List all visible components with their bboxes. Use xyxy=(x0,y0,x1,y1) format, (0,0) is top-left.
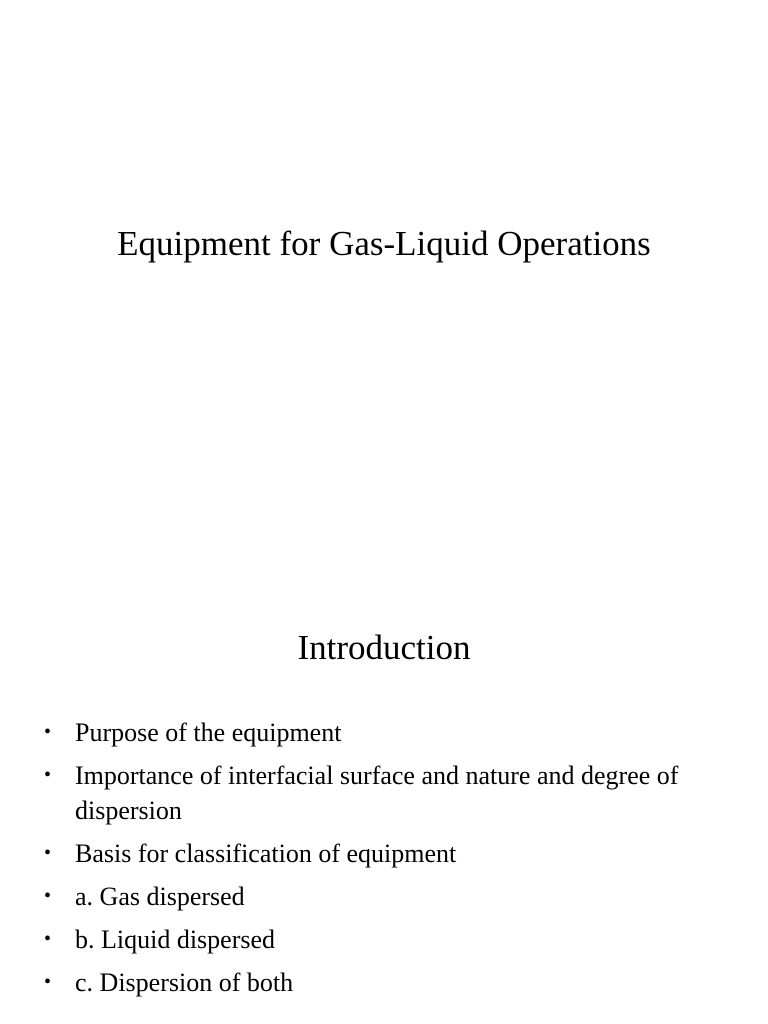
slide-title-heading: Equipment for Gas-Liquid Operations xyxy=(117,224,651,263)
bullet-dot-icon: • xyxy=(44,842,52,864)
bullet-item xyxy=(0,922,768,957)
bullet-list xyxy=(0,715,768,1008)
slide-introduction xyxy=(0,512,768,1024)
bullet-dot-icon: • xyxy=(44,885,52,907)
bullet-item xyxy=(0,758,768,828)
bullet-item xyxy=(0,965,768,1000)
bullet-item xyxy=(0,836,768,871)
bullet-item xyxy=(0,715,768,750)
bullet-text: a. Gas dispersed xyxy=(75,882,245,911)
bullet-text: Basis for classification of equipment xyxy=(75,839,457,868)
bullet-dot-icon: • xyxy=(44,928,52,950)
introduction-heading: Introduction xyxy=(297,628,471,667)
bullet-text: c. Dispersion of both xyxy=(75,968,294,997)
bullet-text: Purpose of the equipment xyxy=(75,718,342,747)
bullet-dot-icon: • xyxy=(44,971,52,993)
bullet-text: b. Liquid dispersed xyxy=(75,925,276,954)
bullet-dot-icon: • xyxy=(44,721,52,743)
bullet-dot-icon: • xyxy=(44,764,52,786)
bullet-text: Importance of interfacial surface and nature and degree of dispersion xyxy=(75,761,679,825)
bullet-item xyxy=(0,879,768,914)
